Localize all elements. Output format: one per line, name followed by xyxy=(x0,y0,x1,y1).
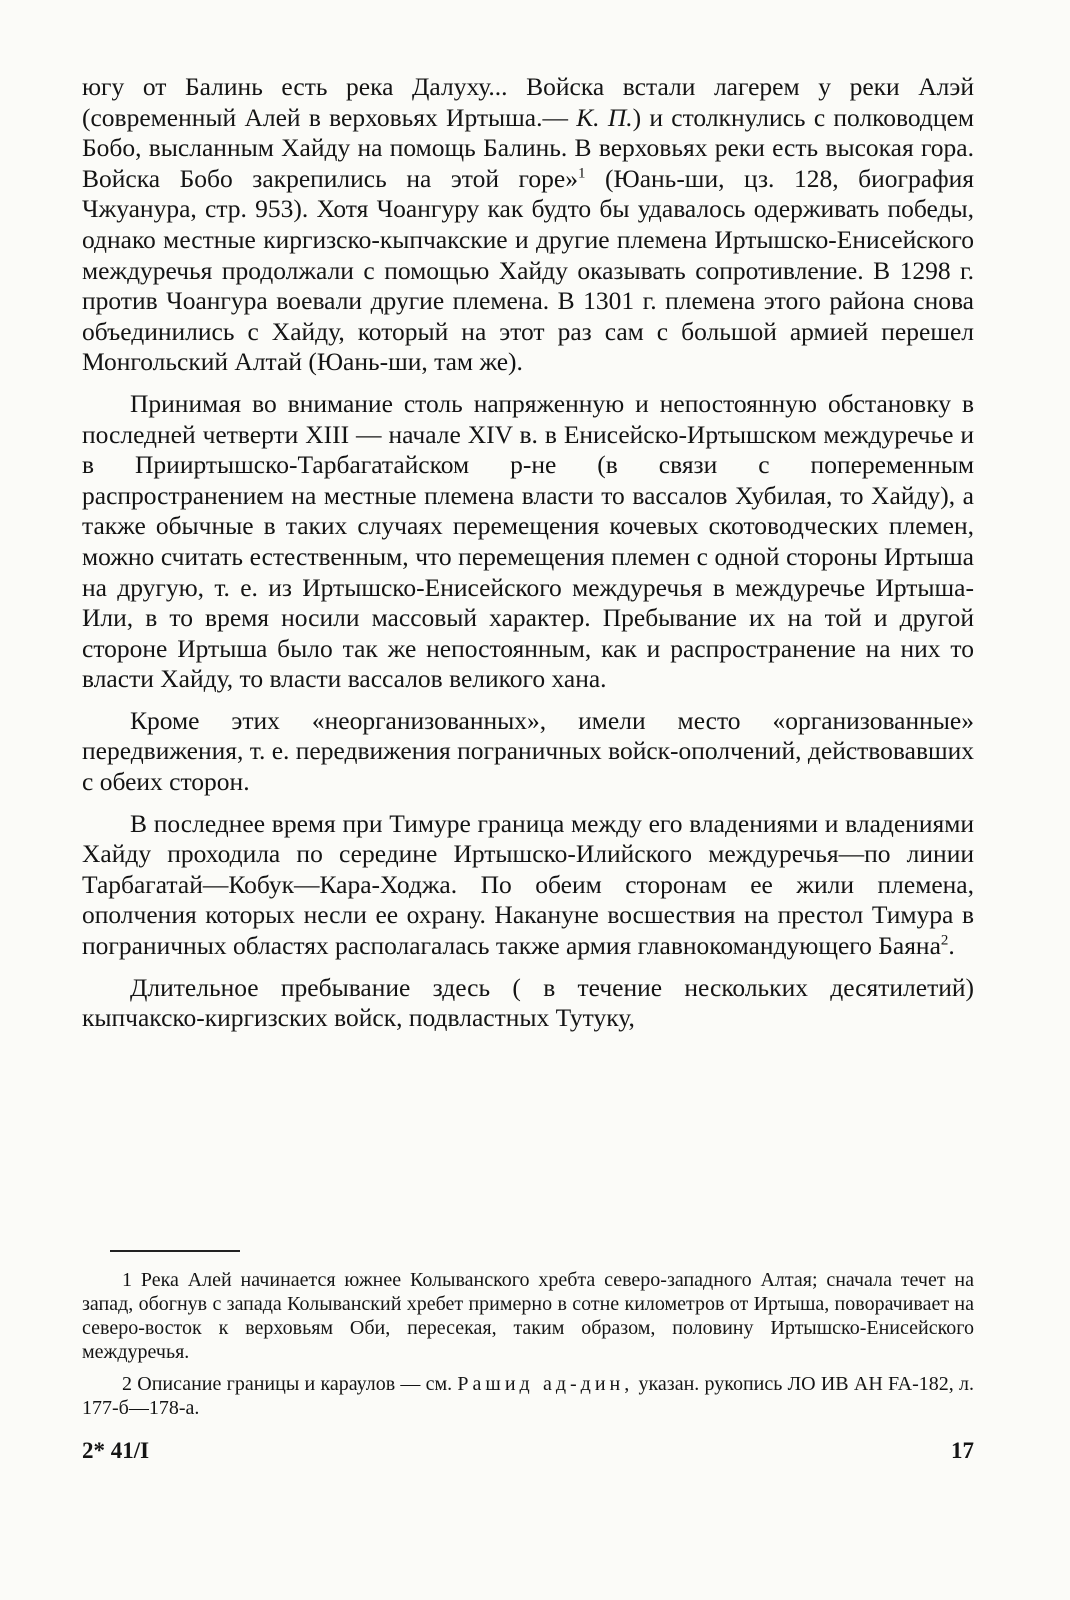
paragraph-1-part-b: ) и столкнулись с полководцем Бобо, высланным Хайду на помощь Балинь. В верховьях реки есть высокая гора. Войска Бобо закрепились на этой горе» xyxy=(82,102,974,193)
paragraph-4 xyxy=(82,809,974,962)
paragraph-2: Принимая во внимание столь напряженную и непостоянную обстановку в последней четверти XIII — начале XIV в. в Енисейско-Иртышском междуречье и в Прииртышско-Тарбагатайском р-не (в связи с попеременным распространением на местные племена власти то вассалов Хубилая, то Хайду), а также обычные в таких случаях перемещения кочевых скотоводческих племен, можно считать естественным, что перемещения племен с одной стороны Иртыша на другую, т. е. из Иртышско-Енисейского междуречья в междуречье Иртыша-Или, в то время носили массовый характер. Пребывание их на той и другой стороне Иртыша было так же непостоянным, как и распространение на них то власти Хайду, то власти вассалов великого хана. xyxy=(82,388,974,694)
paragraph-1-part-a: югу от Балинь есть река Далуху... Войска встали лагерем у реки Алэй (современный Алей в верховьях Иртыша.— xyxy=(82,72,974,132)
paragraph-1 xyxy=(82,72,974,378)
footnote-2-author: Рашид ад-дин, xyxy=(457,1373,634,1395)
footnote-2-part-a: 2 Описание границы и караулов — см. xyxy=(122,1373,458,1395)
author-initials: К. П. xyxy=(576,102,633,132)
footnotes xyxy=(82,1268,974,1428)
paragraph-4-part-a: В последнее время при Тимуре граница между его владениями и владениями Хайду проходила по середине Иртышско-Илийского междуречья—по линии Тарбагатай—Кобук—Кара-Ходжа. По обеим сторонам ее жили племена, ополчения которых несли ее охрану. Накануне восшествия на престол Тимура в пограничных областях располагалась также армия главнокомандующего Баяна xyxy=(82,808,974,961)
footnote-1: 1 Река Алей начинается южнее Колыванского хребта северо-западного Алтая; сначала течет на запад, обогнув с запада Колыванский хребет примерно в сотне километров от Иртыша, поворачивает на северо-восток к верховьям Оби, пересекая, таким образом, половину Иртышско-Енисейского междуречья. xyxy=(82,1269,974,1363)
paragraph-1-part-c: (Юань-ши, цз. 128, биография Чжуанура, стр. 953). Хотя Чоангуру как будто бы удавалось одерживать победы, однако местные киргизско-кыпчакские и другие племена Иртышско-Енисейского междуречья продолжали с помощью Хайду оказывать сопротивление. В 1298 г. против Чоангура воевали другие племена. В 1301 г. племена этого района снова объединились с Хайду, который на этот раз сам с большой армией перешел Монгольский Алтай (Юань-ши, там же). xyxy=(82,163,974,377)
footnote-2-part-b: указан. рукопись ЛО ИВ АН FA-182, л. 177-б—178-а. xyxy=(82,1373,974,1419)
body-text xyxy=(82,72,974,1034)
footnote-2 xyxy=(82,1372,974,1420)
signature-mark: 2* 41/I xyxy=(82,1438,150,1463)
page-number: 17 xyxy=(951,1438,974,1463)
paragraph-3: Кроме этих «неорганизованных», имели место «организованные» передвижения, т. е. передвижения пограничных войск-ополчений, действовавших с обеих сторон. xyxy=(82,705,975,797)
paragraph-5: Длительное пребывание здесь ( в течение нескольких десятилетий) кыпчакско-киргизских войск, подвластных Тутуку, xyxy=(82,972,974,1033)
footnote-divider xyxy=(110,1250,240,1252)
paragraph-4-part-b: . xyxy=(948,931,955,961)
footnote-ref-1[interactable]: 1 xyxy=(577,165,586,182)
footnote-ref-2[interactable]: 2 xyxy=(940,932,949,949)
